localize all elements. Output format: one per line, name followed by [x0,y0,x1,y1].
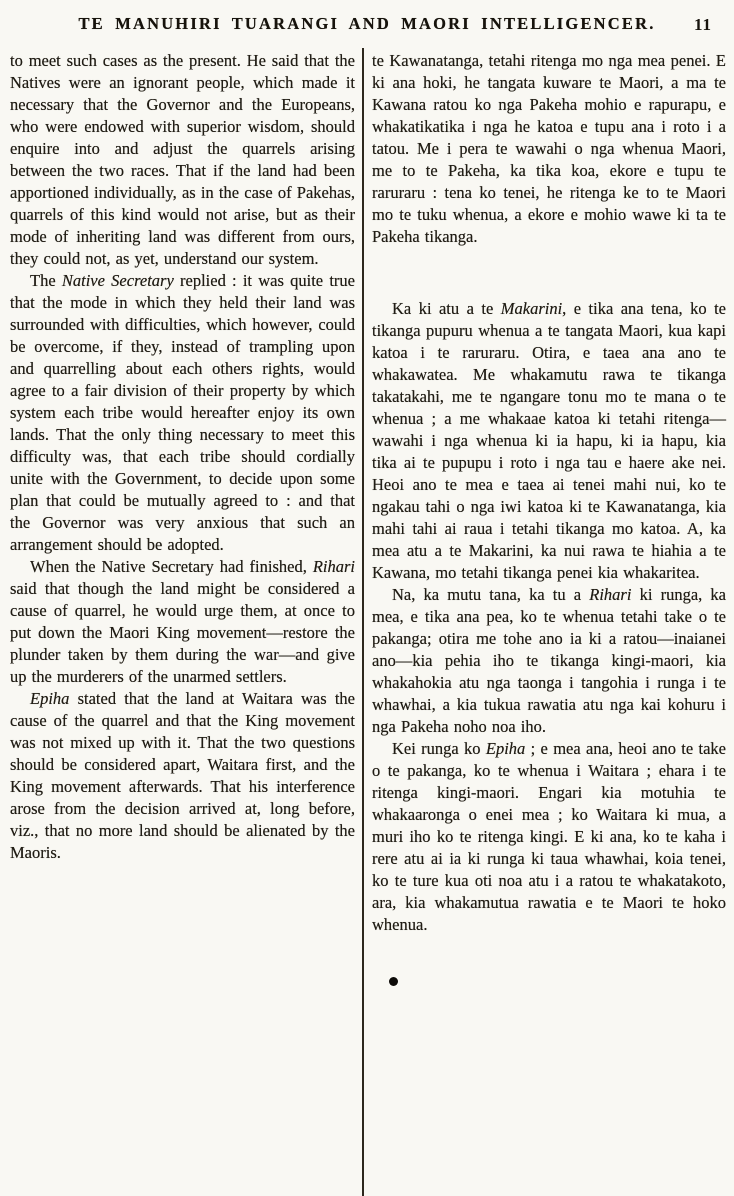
paragraph: te Kawanatanga, tetahi ritenga mo nga mea penei. E ki ana hoki, he tangata kuware te Maori, a ma te Kawana ratou ko nga Pakeha mohio e rapurapu, e whakatikatika i nga he katoa e tupu ana i roto i a tatou. Me i pera te wawahi o nga whenua Maori, me to te Pakeha, ka tika koa, ekore e tupu te raruraru : tena ko tenei, he ritenga ke to te Maori mo te tuku whenua, a ekore e mohio wawe ki ta te Pakeha tikanga. [372,51,726,246]
paragraph: to meet such cases as the present. He said that the Natives were an ignorant people, which made it necessary that the Governor and the Europeans, who were endowed with superior wisdom, should enquire into and adjust the quarrels arising between the two races. That if the land had been apportioned individually, as in the case of Pakehas, quarrels of this kind would not arise, but as their mode of inheriting land was different from ours, they could not, as yet, understand our system. [10,51,355,268]
ink-blot [389,977,398,986]
paragraph: When the Native Secretary had finished, Rihari said that though the land might be considered a cause of quarrel, he would urge them, at once to put down the Maori King movement—restore the plunder taken by them during the war—and give up the murderers of the unarmed settlers. [10,557,355,686]
newspaper-title: TE MANUHIRI TUARANGI AND MAORI INTELLIGENCER. [78,14,656,33]
paragraph: Na, ka mutu tana, ka tu a Rihari ki runga, ka mea, e tika ana pea, ko te whenua tetahi take o te pakanga; otira me tohe ano ia ki a ratou—inaianei ano—kia pehia iho te tikanga kingi-maori, kia whakahokia atu nga taonga i tangohia i runga i te whawhai, a kia tukua rawatia atu nga kai kohuru i nga Pakeha noho noa iho. [372,585,726,736]
page-number: 11 [693,15,712,34]
paragraph: Ka ki atu a te Makarini, e tika ana tena, ko te tikanga pupuru whenua a te tangata Maori, kua kapi katoa i te raruraru. Otira, e taea ana ano te whakawatea. Me whakamutu rawa te tikanga takatakahi, me te ngangare tonu mo te mana o te whenua ; a me whakaae katoa ki tetahi ritenga—wawahi i nga whenua ki ia hapu, ki ia hapu, kia tika ai te pupupu i roto i nga tau e haere ake nei. Heoi ano te mea e taea ai tenei mahi nui, ko te ngakau tahi o nga iwi katoa ki te Kawanatanga, kia mahi tahi ai raua i tetahi tikanga mo katoa. A, ka mea atu a te Makarini, ka nui rawa te hiahia a te Kawana, mo tetahi tikanga penei kia whakaritea. [372,299,727,582]
page-header [6,10,728,48]
left-column-english-text [6,48,362,1196]
right-column-maori-text [364,48,728,1196]
paragraph: Kei runga ko Epiha ; e mea ana, heoi ano te take o te pakanga, ko te whenua i Waitara ; ehara i te ritenga kingi-maori. Engari kia motuhia te whakaaronga o enei mea ; ko Waitara ki mua, a muri iho ko te ritenga kingi. E ki ana, ko te kaha i rere atu ai ia ki runga ki taua whawhai, koia tenei, ko te ture kua oti noa atu i a ratou te whakatakoto, ara, kia whakamutua rawatia e te Maori te hoko whenua. [372,739,726,934]
column-layout [6,48,728,1196]
paragraph: Epiha stated that the land at Waitara was the cause of the quarrel and that the King movement was not mixed up with it. That the two questions should be considered apart, Waitara first, and the King movement afterwards. That his interference arose from the decision arrived at, long before, viz., that no more land should be alienated by the Maoris. [10,689,355,862]
paragraph: The Native Secretary replied : it was quite true that the mode in which they held their land was surrounded with difficulties, which however, could be overcome, if they, instead of trampling upon and quarrelling about each others rights, would agree to a fair division of their property by which system each tribe would hereafter enjoy its own lands. That the only thing necessary to meet this difficulty was, that each tribe should cordially unite with the Government, to decide upon some plan that could be mutually agreed to : and that the Governor was very anxious that such an arrangement should be adopted. [10,271,355,554]
